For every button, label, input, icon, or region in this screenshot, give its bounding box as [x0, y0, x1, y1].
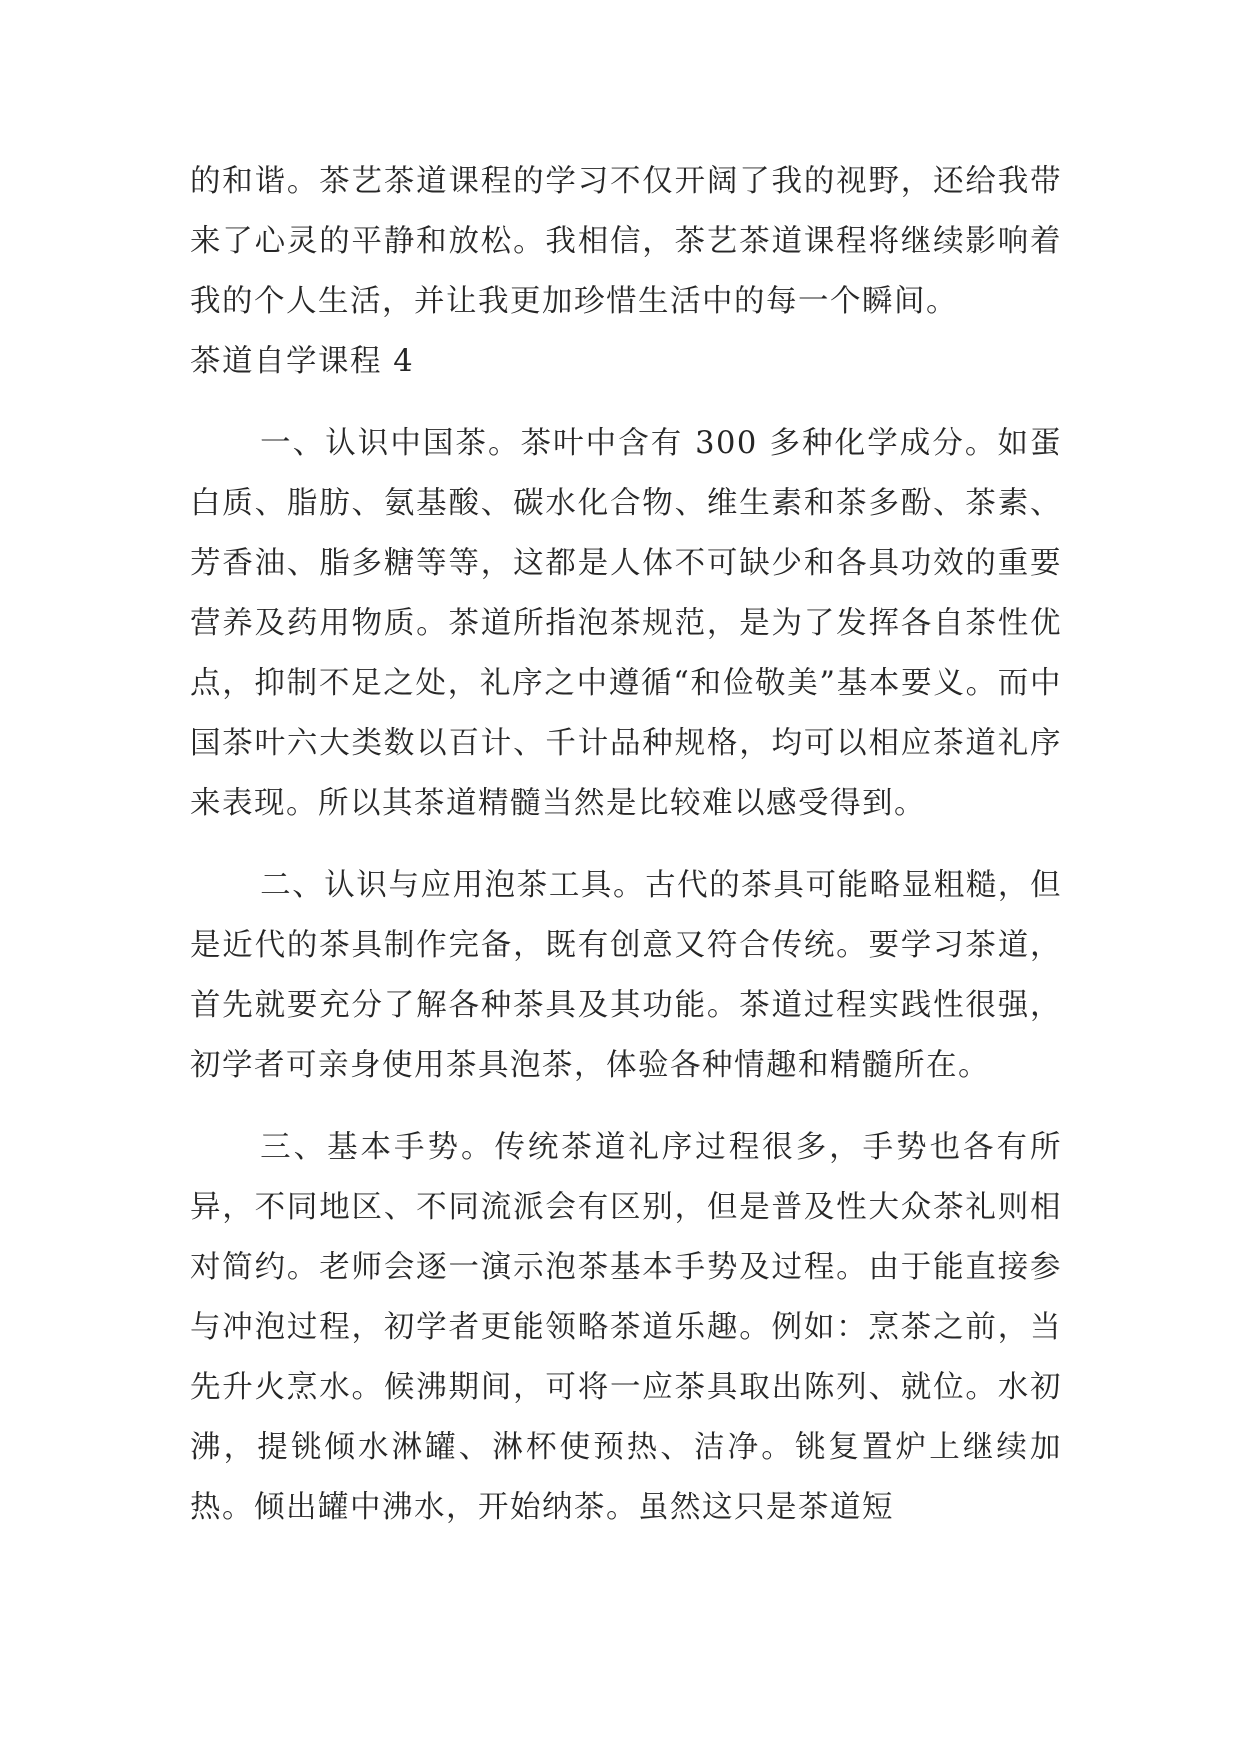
paragraph-basic-gestures: 三、基本手势。传统茶道礼序过程很多，手势也各有所异，不同地区、不同流派会有区别，但是普及性大众茶礼则相对简约。老师会逐一演示泡茶基本手势及过程。由于能直接参与冲泡过程，初学者更能领略茶道乐趣。例如：烹茶之前，当先升火烹水。候沸期间，可将一应茶具取出陈列、就位。水初沸，提铫倾水淋罐、淋杯使预热、洁净。铫复置炉上继续加热。倾出罐中沸水，开始纳茶。虽然这只是茶道短: [190, 1130, 1062, 1525]
section-title: 茶道自学课程 4: [190, 344, 415, 379]
paragraph-continued: 的和谐。茶艺茶道课程的学习不仅开阔了我的视野，还给我带来了心灵的平静和放松。我相信，茶艺茶道课程将继续影响着我的个人生活，并让我更加珍惜生活中的每一个瞬间。: [190, 164, 1062, 319]
document-body: [190, 152, 1062, 1538]
paragraph-tea-tools: 二、认识与应用泡茶工具。古代的茶具可能略显粗糙，但是近代的茶具制作完备，既有创意又符合传统。要学习茶道，首先就要充分了解各种茶具及其功能。茶道过程实践性很强，初学者可亲身使用茶具泡茶，体验各种情趣和精髓所在。: [190, 868, 1062, 1083]
paragraph-know-chinese-tea: 一、认识中国茶。茶叶中含有 300 多种化学成分。如蛋白质、脂肪、氨基酸、碳水化合物、维生素和茶多酚、茶素、芳香油、脂多糖等等，这都是人体不可缺少和各具功效的重要营养及药用物质。茶道所指泡茶规范，是为了发挥各自茶性优点，抑制不足之处，礼序之中遵循“和俭敬美”基本要义。而中国茶叶六大类数以百计、千计品种规格，均可以相应茶道礼序来表现。所以其茶道精髓当然是比较难以感受得到。: [190, 426, 1062, 821]
